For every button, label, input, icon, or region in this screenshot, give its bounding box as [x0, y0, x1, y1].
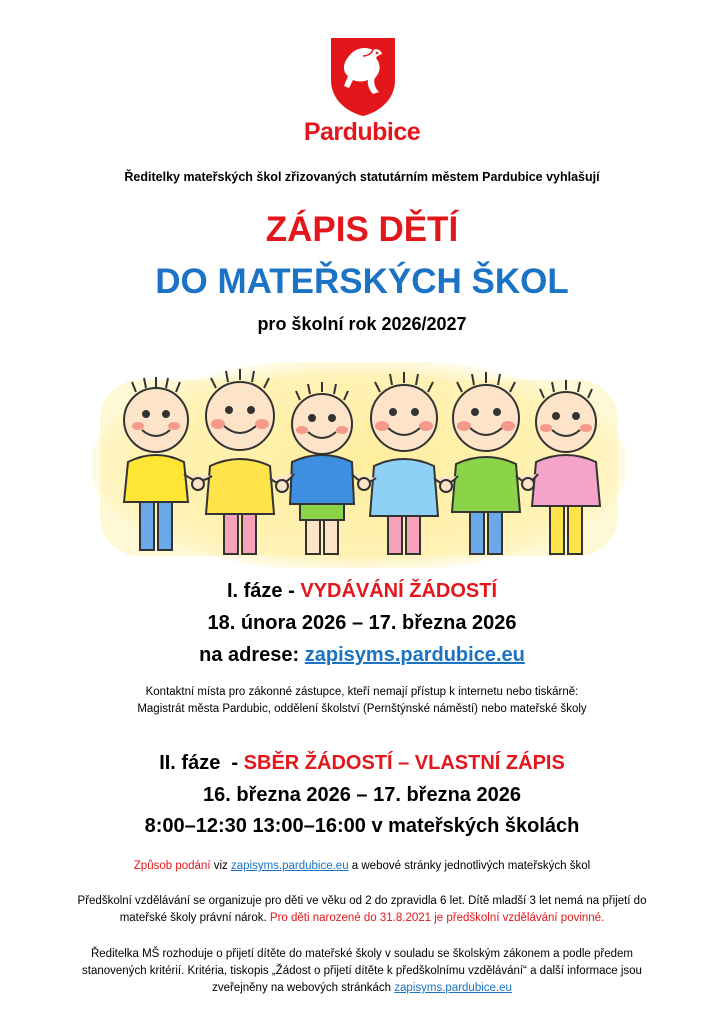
info-line-2a: mateřské školy právní nárok. — [119, 912, 270, 924]
phase2-name: SBĚR ŽÁDOSTÍ – VLASTNÍ ZÁPIS — [243, 752, 565, 774]
school-year: pro školní rok 2026/2027 — [257, 314, 467, 334]
info-line-2 — [0, 912, 724, 924]
contact-line-1: Kontaktní místa pro zákonné zástupce, kteří nemají přístup k internetu nebo tiskárně: — [145, 686, 579, 698]
rules-line-3 — [0, 982, 724, 994]
info-line-1: Předškolní vzdělávání se organizuje pro děti ve věku od 2 do zpravidla 6 let. Dítě mladší 3 let nemá na přijetí do — [77, 895, 647, 907]
phase1-address-link[interactable]: zapisyms.pardubice.eu — [304, 644, 525, 666]
phase1-address — [0, 644, 724, 667]
logo-text: Pardubice — [303, 118, 421, 146]
phase1-address-label: na adrese: — [199, 644, 305, 666]
title-line-2: DO MATEŘSKÝCH ŠKOL — [155, 262, 569, 301]
phase1-name: VYDÁVÁNÍ ŽÁDOSTÍ — [300, 580, 498, 602]
submit-method-mid: viz — [210, 860, 231, 872]
children-illustration — [92, 362, 626, 568]
submit-method-rest: a webové stránky jednotlivých mateřských škol — [348, 860, 591, 872]
phase2-prefix: II. fáze - — [159, 752, 244, 774]
rules-line-3-link[interactable]: zapisyms.pardubice.eu — [394, 982, 512, 994]
phase2-hours: 8:00–12:30 13:00–16:00 v mateřských školách — [144, 815, 580, 837]
intro-text: Ředitelky mateřských škol zřizovaných statutárním městem Pardubice vyhlašují — [124, 170, 600, 184]
rules-line-3a: zveřejněny na webových stránkách — [212, 982, 395, 994]
phase2-title — [0, 752, 724, 775]
info-line-2b: Pro děti narozené do 31.8.2021 je předškolní vzdělávání povinné. — [269, 912, 605, 924]
contact-line-2: Magistrát města Pardubic, oddělení školství (Pernštýnské náměstí) nebo mateřské školy — [137, 703, 587, 715]
submit-method-link[interactable]: zapisyms.pardubice.eu — [230, 860, 349, 872]
rules-line-1: Ředitelka MŠ rozhoduje o přijetí dítěte do mateřské školy v souladu se školským zákonem a podle předem — [90, 948, 634, 960]
rules-line-2: stanovených kritérií. Kritéria, tiskopis „Žádost o přijetí dítěte k předškolnímu vzdělávání“ a další informace jsou — [82, 965, 642, 977]
submit-method-label: Způsob podání — [133, 860, 211, 872]
title-line-1: ZÁPIS DĚTÍ — [265, 210, 459, 249]
phase1-title — [0, 580, 724, 603]
pardubice-shield-icon — [327, 34, 399, 118]
submit-method-line — [0, 860, 724, 872]
phase2-dates: 16. března 2026 – 17. března 2026 — [203, 784, 521, 806]
phase1-dates: 18. února 2026 – 17. března 2026 — [207, 612, 517, 634]
phase1-prefix: I. fáze - — [226, 580, 301, 602]
